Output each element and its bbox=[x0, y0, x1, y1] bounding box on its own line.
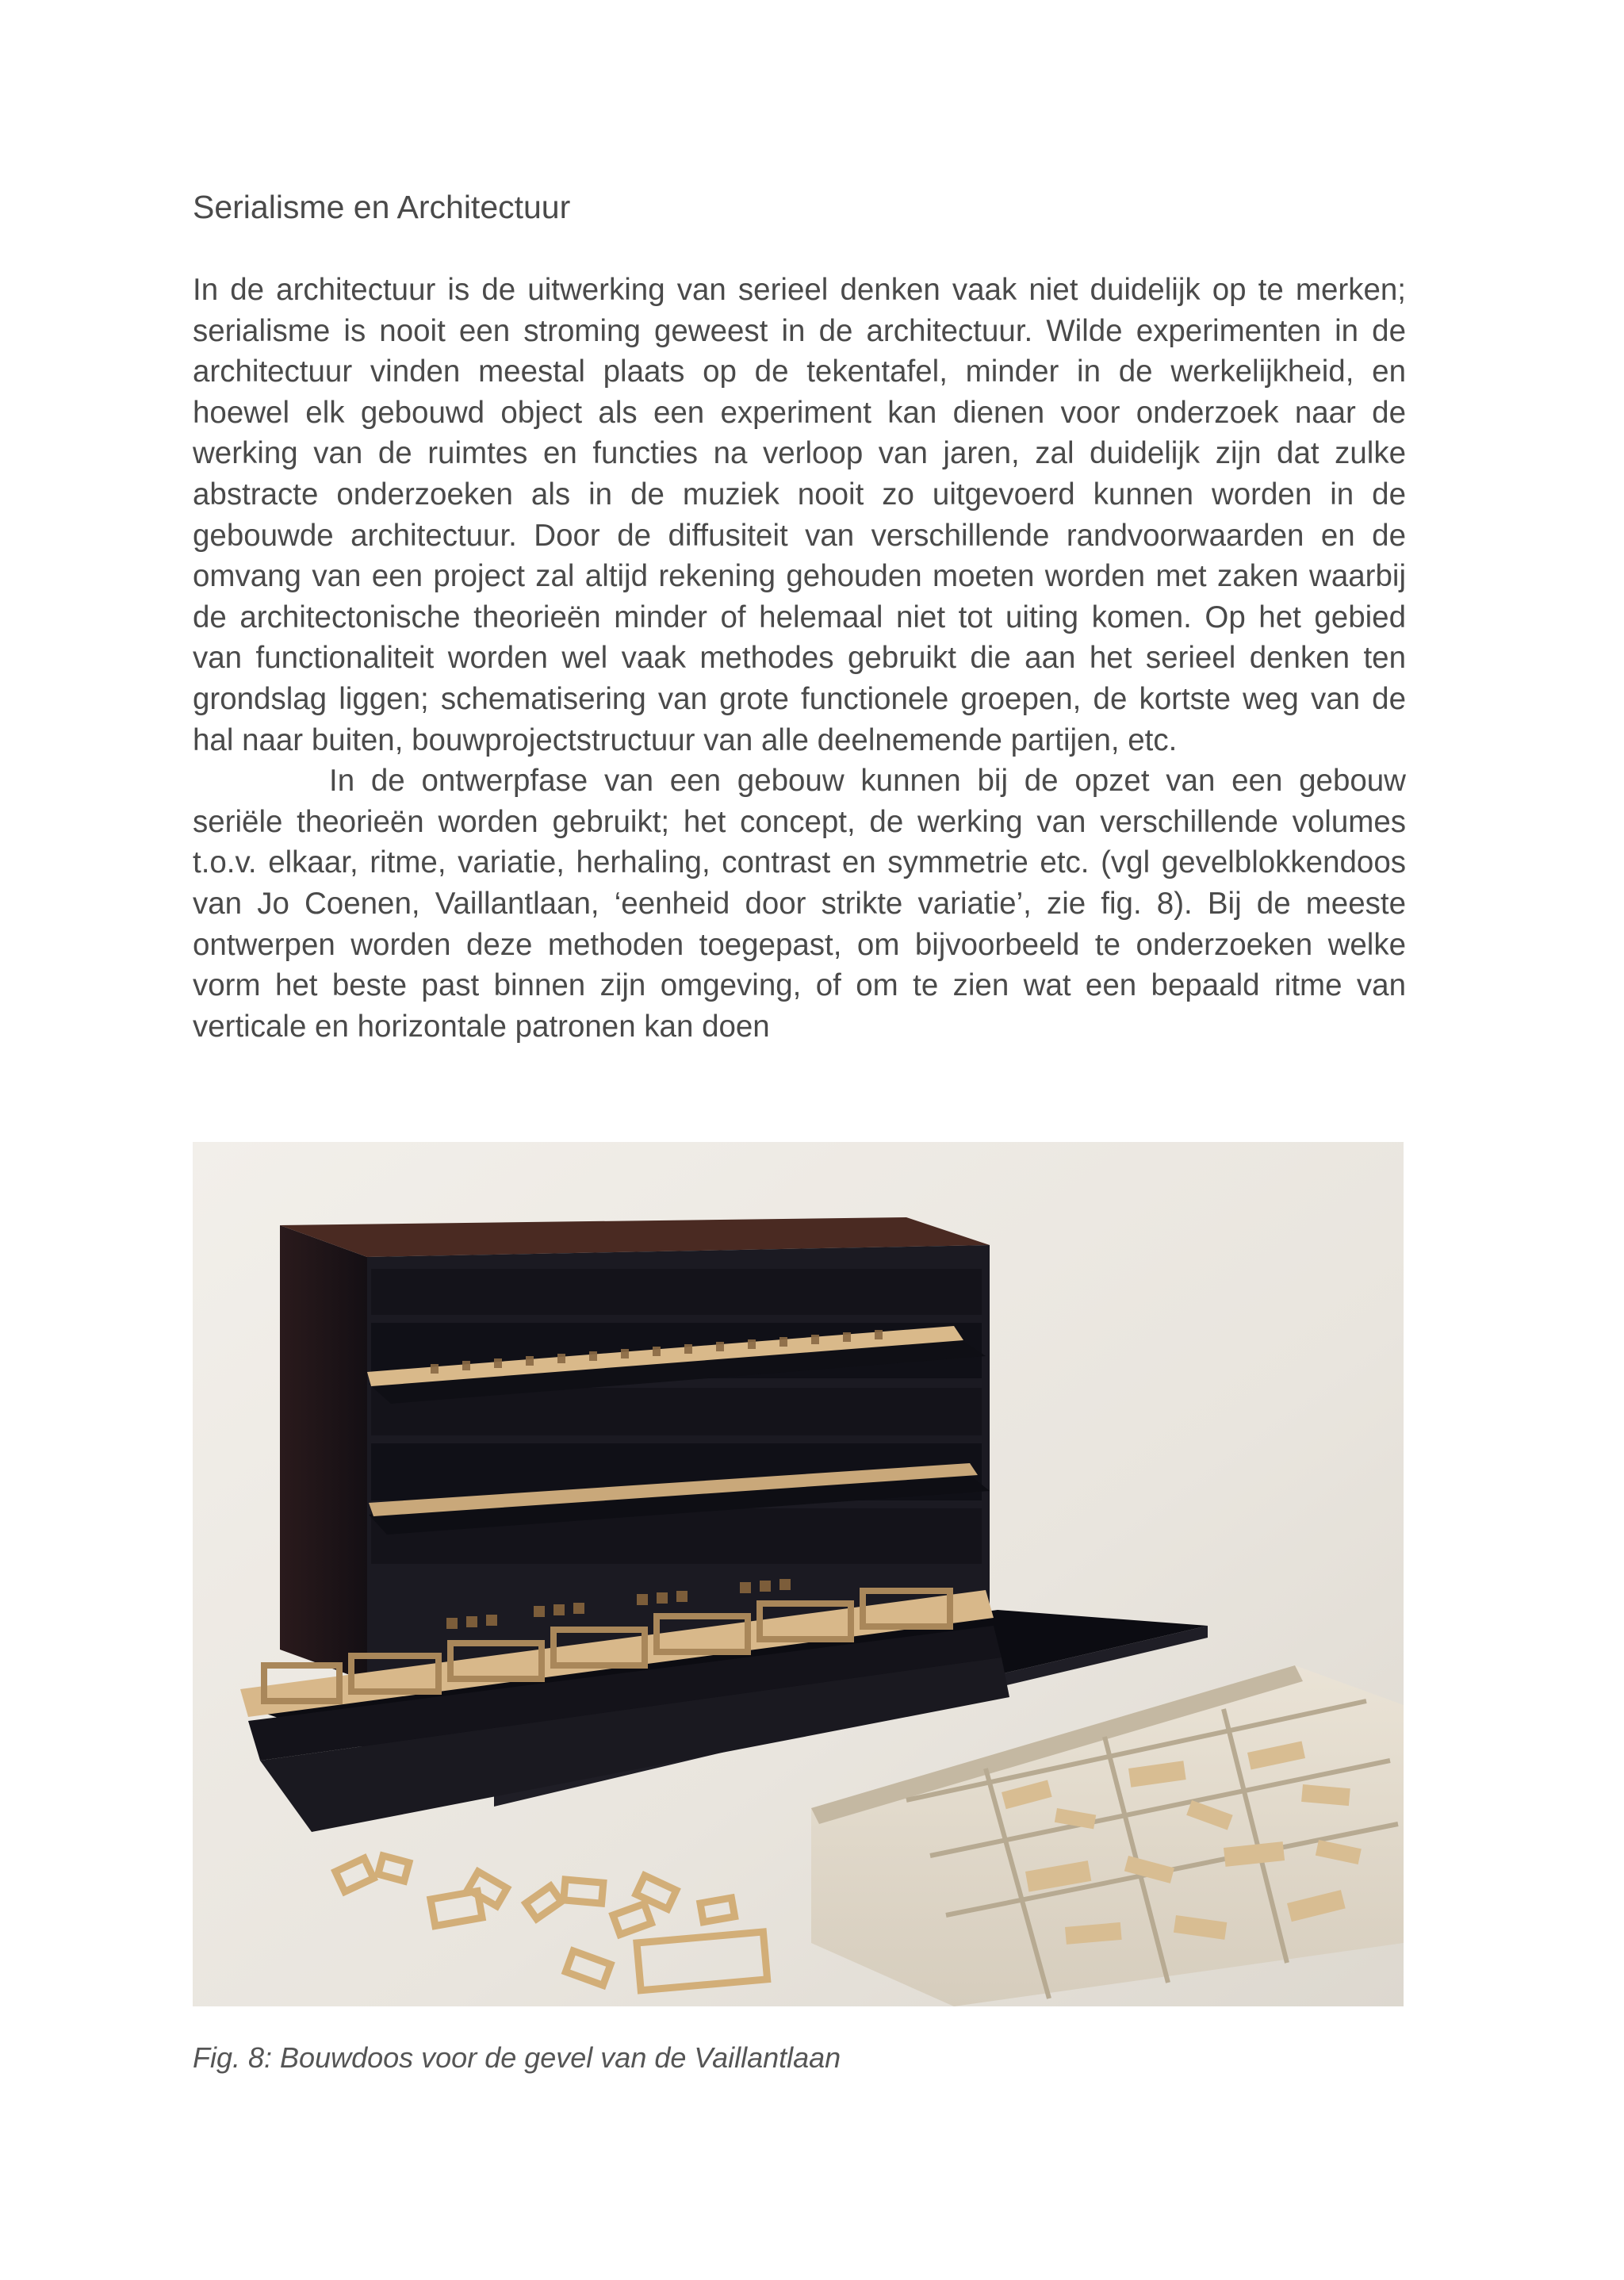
cabinet-photo bbox=[193, 1142, 1404, 2006]
cabinet-side bbox=[280, 1225, 367, 1681]
figure-caption: Fig. 8: Bouwdoos voor de gevel van de Vaillantlaan bbox=[193, 2041, 841, 2074]
section-heading: Serialisme en Architectuur bbox=[193, 189, 571, 225]
figure-photo bbox=[193, 1142, 1404, 2006]
paragraph-1: In de architectuur is de uitwerking van serieel denken vaak niet duidelijk op te merken; serialisme is nooit een stroming geweest in de architectuur. Wilde experimenten in de architectuur vinden meestal plaats op de tekentafel, minder in de werkelijkheid, en hoewel elk gebouwd object als een experiment kan dienen voor onderzoek naar de werking van de ruimtes en functies na verloop van jaren, zal duidelijk zijn dat zulke abstracte onderzoeken als in de muziek nooit zo uitgevoerd kunnen worden in de gebouwde architectuur. Door de diffusiteit van verschillende randvoorwaarden en de omvang van een project zal altijd rekening gehouden moeten worden met zaken waarbij de architectonische theorieën minder of helemaal niet tot uiting komen. Op het gebied van functionaliteit worden wel vaak methodes gebruikt die aan het serieel denken ten grondslag liggen; schematisering van grote functionele groepen, de kortste weg van de hal naar buiten, bouwprojectstructuur van alle deelnemende partijen, etc. bbox=[193, 273, 1406, 757]
paragraph-2: In de ontwerpfase van een gebouw kunnen bij de opzet van een gebouw seriële theorieën worden gebruikt; het concept, de werking van verschillende volumes t.o.v. elkaar, ritme, variatie, herhaling, contrast en symmetrie etc. (vgl gevelblokkendoos van Jo Coenen, Vaillantlaan, ‘eenheid door strikte variatie’, zie fig. 8). Bij de meeste ontwerpen worden deze methoden toegepast, om bijvoorbeeld te onderzoeken welke vorm het beste past binnen zijn omgeving, of om te zien wat een bepaald ritme van verticale en horizontale patronen kan doen bbox=[193, 764, 1406, 1044]
body-text bbox=[193, 270, 1406, 1047]
